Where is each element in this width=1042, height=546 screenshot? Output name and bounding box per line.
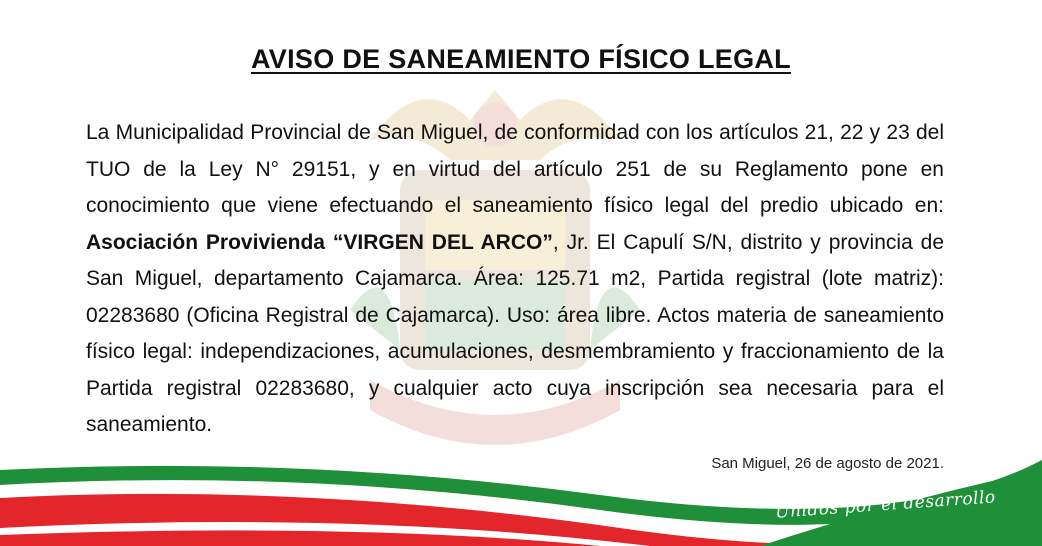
notice-body-property-name: Asociación Provivienda “VIRGEN DEL ARCO” [86,230,553,254]
footer-slogan: Unidos por el desarrollo [774,487,997,523]
notice-title-text: AVISO DE SANEAMIENTO FÍSICO LEGAL [251,44,791,74]
notice-body-details: , Jr. El Capulí S/N, distrito y provincia de San Miguel, departamento Cajamarca. Área: 125.71 m2, Partida registral (lote matriz): 02283680 (Oficina Registral de Cajamarca). Uso: área libre. Actos materia de saneamiento físico legal: independizaciones, acumulaciones, desmembramiento y fraccionamiento de la Partida registral 02283680, y cualquier acto cuya inscripción sea necesaria para el saneamiento. [86,230,944,436]
notice-date: San Miguel, 26 de agosto de 2021. [711,455,944,472]
notice-body [86,115,944,444]
notice-body-intro: La Municipalidad Provincial de San Miguel, de conformidad con los artículos 21, 22 y 23 del TUO de la Ley N° 29151, y en virtud del artículo 251 de su Reglamento pone en conocimiento que viene efectuando el saneamiento físico legal del predio ubicado en: [86,121,944,217]
notice-title [0,44,1042,75]
flag-band-decoration [0,440,1042,546]
